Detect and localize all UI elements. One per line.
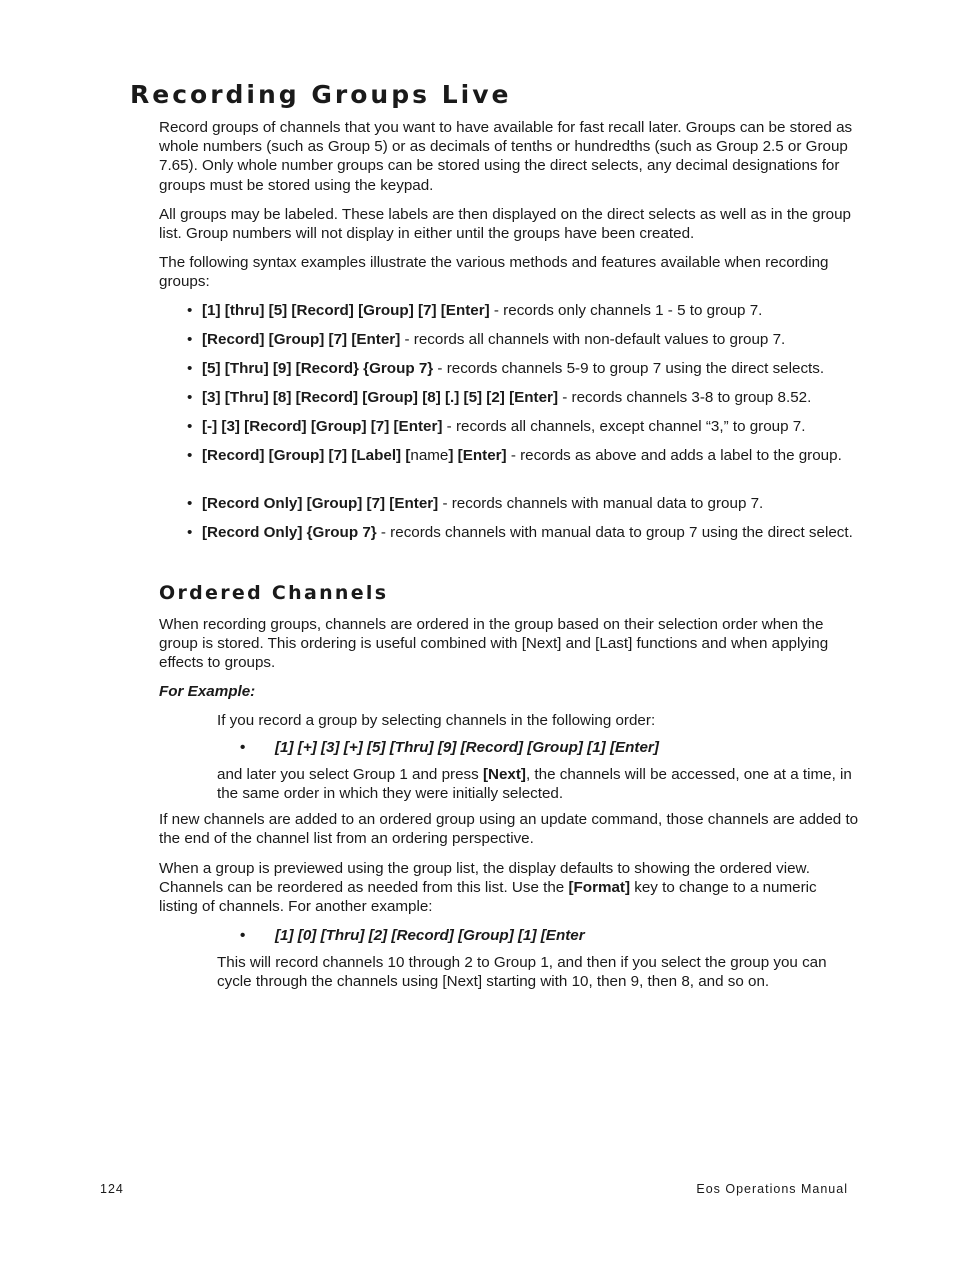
intro-paragraph-1: Record groups of channels that you want to have available for fast recall later. Groups can be stored as whole numbers (such as Group 5) or as decimals of tenths or hundredths (such as Group 2.5 or Group 7.65). Only whole number groups can be stored using the direct selects, any decimal designations for groups must be stored using the keypad. <box>159 119 853 194</box>
bullet-marker: • <box>187 447 193 464</box>
example-2-text: This will record channels 10 through 2 to Group 1, and then if you select the group you can cycle through the channels using [Next] starting with 10, then 9, then 8, and so on. <box>217 954 827 991</box>
text-run: and later you select Group 1 and press <box>217 766 483 783</box>
ordered-intro: When recording groups, channels are ordered in the group based on their selection order when the group is stored. This ordering is useful combined with [Next] and [Last] functions and when applying effects to groups. <box>159 616 829 672</box>
syntax-command: [5] [Thru] [9] [Record} {Group 7} <box>202 360 434 377</box>
section-heading: Ordered Channels <box>159 582 389 604</box>
for-example-label: For Example: <box>159 683 256 700</box>
bullet-marker: • <box>187 331 193 348</box>
syntax-command: [1] [thru] [5] [Record] [Group] [7] [Enter] <box>202 302 490 319</box>
syntax-command: [3] [Thru] [8] [Record] [Group] [8] [.] [5] [2] [Enter] <box>202 389 559 406</box>
bullet-marker: • <box>187 524 193 541</box>
key-name: [Next] <box>482 766 526 783</box>
syntax-command: [Record Only] {Group 7} <box>202 524 377 541</box>
syntax-placeholder: name <box>410 447 449 464</box>
syntax-bullet <box>187 388 859 407</box>
syntax-description: - records all channels with non-default values to group 7. <box>400 331 786 348</box>
page-title: Recording Groups Live <box>130 80 512 109</box>
syntax-bullet <box>187 359 859 378</box>
example-1-text: If you record a group by selecting channels in the following order: <box>217 712 656 729</box>
syntax-description: - records as above and adds a label to the group. <box>506 447 842 464</box>
syntax-bullet <box>187 330 859 349</box>
syntax-command: [Record] [Group] [7] [Enter] <box>202 331 401 348</box>
text-run: key to change to a numeric listing of channels. For another example: <box>159 879 817 916</box>
example-2-command <box>240 926 860 945</box>
syntax-bullet <box>187 446 859 465</box>
intro-paragraph-2: All groups may be labeled. These labels are then displayed on the direct selects as well as in the group list. Group numbers will not display in either until the groups have been created. <box>159 206 852 243</box>
syntax-description: - records channels with manual data to group 7. <box>438 495 764 512</box>
syntax-command: [Record Only] [Group] [7] [Enter] <box>202 495 439 512</box>
text-run: When a group is previewed using the group list, the display defaults to showing the ordered view. Channels can be reordered as needed from this list. Use the <box>159 860 810 897</box>
syntax-description: - records all channels, except channel “3,” to group 7. <box>442 418 806 435</box>
syntax-description: - records channels 3-8 to group 8.52. <box>558 389 812 406</box>
syntax-bullet <box>187 494 859 513</box>
example-1-after <box>217 765 859 803</box>
syntax-description: - records only channels 1 - 5 to group 7. <box>489 302 763 319</box>
bullet-marker: • <box>187 495 193 512</box>
bullet-marker: • <box>187 418 193 435</box>
syntax-command-end: ] [Enter] <box>448 447 507 464</box>
bullet-marker: • <box>187 302 193 319</box>
preview-paragraph <box>159 859 859 917</box>
manual-title: Eos Operations Manual <box>696 1182 848 1196</box>
text-run: , the channels will be accessed, one at a time, in the same order in which they were initially selected. <box>217 766 852 803</box>
bullet-marker: • <box>187 360 193 377</box>
syntax-bullet <box>187 523 859 542</box>
example-command-text: [1] [0] [Thru] [2] [Record] [Group] [1] [Enter <box>275 927 585 944</box>
intro-paragraph-3: The following syntax examples illustrate the various methods and features available when recording groups: <box>159 254 829 291</box>
syntax-bullet <box>187 301 859 320</box>
update-paragraph: If new channels are added to an ordered group using an update command, those channels are added to the end of the channel list from an ordering perspective. <box>159 811 859 848</box>
bullet-marker: • <box>240 739 246 756</box>
bullet-marker: • <box>187 389 193 406</box>
bullet-marker: • <box>240 927 246 944</box>
syntax-bullet <box>187 417 859 436</box>
syntax-description: - records channels with manual data to group 7 using the direct select. <box>376 524 853 541</box>
syntax-description: - records channels 5-9 to group 7 using the direct selects. <box>433 360 825 377</box>
page-number: 124 <box>100 1182 124 1196</box>
syntax-command: [Record] [Group] [7] [Label] [ <box>202 447 411 464</box>
example-command-text: [1] [+] [3] [+] [5] [Thru] [9] [Record] [Group] [1] [Enter] <box>275 739 659 756</box>
syntax-command: [-] [3] [Record] [Group] [7] [Enter] <box>202 418 443 435</box>
key-name: [Format] <box>568 879 631 897</box>
example-1-command <box>240 738 860 757</box>
